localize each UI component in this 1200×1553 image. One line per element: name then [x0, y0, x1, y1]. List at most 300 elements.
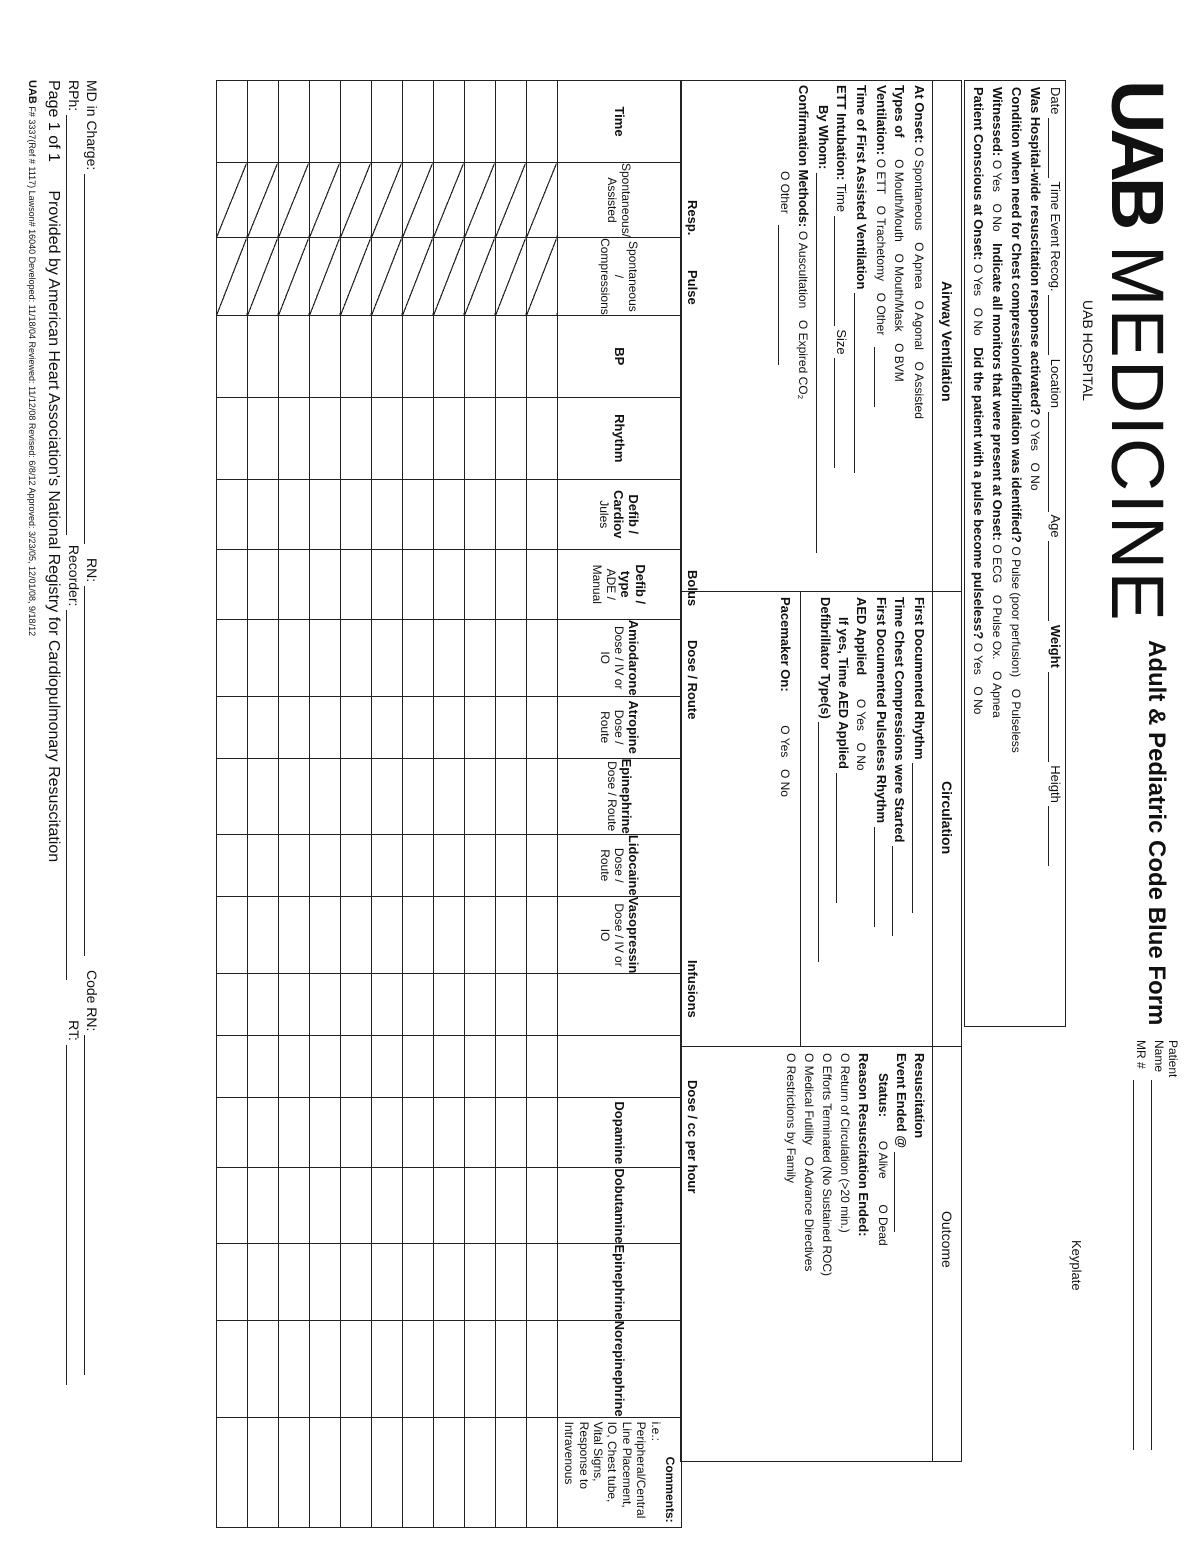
- resus-no-radio[interactable]: O No: [1028, 463, 1042, 491]
- flow-sheet-cell[interactable]: [495, 315, 526, 397]
- conf-expired-co2-radio[interactable]: O Expired CO₂: [796, 320, 810, 399]
- flow-sheet-cell[interactable]: [278, 896, 309, 974]
- vent-mouth-mask-radio[interactable]: O Mouth/Mask: [892, 253, 906, 331]
- conf-other-radio[interactable]: O Other: [778, 171, 792, 214]
- flow-sheet-cell[interactable]: [216, 549, 247, 619]
- flow-sheet-cell[interactable]: [495, 163, 526, 238]
- flow-sheet-cell[interactable]: [247, 1168, 278, 1244]
- weight-field[interactable]: [1048, 672, 1063, 762]
- reason-futility-radio[interactable]: O Medical Futility: [802, 1053, 816, 1145]
- column-header: [557, 163, 681, 238]
- airway-title: Airway Ventilation: [939, 281, 955, 402]
- flow-sheet-cell[interactable]: [216, 1168, 247, 1244]
- flow-sheet-cell[interactable]: [402, 896, 433, 974]
- flow-sheet-cell[interactable]: [464, 81, 495, 163]
- flow-sheet-cell[interactable]: [340, 1417, 371, 1527]
- flow-sheet-cell[interactable]: [464, 974, 495, 1036]
- flow-sheet-cell[interactable]: [371, 1320, 402, 1417]
- flow-sheet-cell[interactable]: [433, 696, 464, 758]
- first-pulseless-label: First Documented Pulseless Rhythm: [874, 597, 889, 824]
- flow-sheet-cell[interactable]: [216, 1320, 247, 1417]
- flow-sheet-cell[interactable]: [495, 1098, 526, 1168]
- conscious-label: Patient Conscious at Onset:: [971, 87, 986, 261]
- flow-sheet-cell[interactable]: [216, 619, 247, 696]
- flow-sheet-cell[interactable]: [526, 549, 557, 619]
- flow-sheet-cell[interactable]: [402, 1244, 433, 1320]
- flow-sheet-cell[interactable]: [216, 758, 247, 834]
- vent-mouth-mouth-radio[interactable]: O Mouth/Mouth: [892, 159, 906, 242]
- resus-yes-radio[interactable]: O Yes: [1028, 419, 1042, 451]
- flow-sheet-cell[interactable]: [371, 549, 402, 619]
- flow-sheet-cell[interactable]: [495, 479, 526, 549]
- comments-title: Comments:: [663, 1456, 677, 1523]
- reason-family-radio[interactable]: O Restrictions by Family: [784, 1053, 798, 1183]
- witnessed-yes-radio[interactable]: O Yes: [990, 160, 1004, 192]
- flow-sheet-cell[interactable]: [340, 81, 371, 163]
- flow-sheet-cell[interactable]: [464, 315, 495, 397]
- flow-sheet-cell[interactable]: [402, 834, 433, 896]
- flow-sheet-cell[interactable]: [309, 619, 340, 696]
- flow-sheet-cell[interactable]: [495, 834, 526, 896]
- flow-sheet-cell[interactable]: [278, 834, 309, 896]
- flow-sheet-cell[interactable]: [464, 1036, 495, 1098]
- flow-sheet-cell[interactable]: [402, 1098, 433, 1168]
- date-field[interactable]: [1048, 118, 1063, 178]
- location-field[interactable]: [1048, 412, 1063, 512]
- flow-sheet-cell[interactable]: [278, 315, 309, 397]
- aed-time-field[interactable]: [836, 773, 851, 903]
- flow-sheet-cell[interactable]: [247, 479, 278, 549]
- flow-sheet-cell[interactable]: [371, 163, 402, 238]
- flow-sheet-cell[interactable]: [371, 1098, 402, 1168]
- code-rn-label: Code RN:: [84, 969, 100, 1032]
- flow-sheet-cell[interactable]: [278, 1036, 309, 1098]
- flow-sheet-cell[interactable]: [309, 315, 340, 397]
- aed-yes-radio[interactable]: O Yes: [854, 699, 868, 731]
- md-field[interactable]: [84, 174, 99, 544]
- flow-sheet-cell[interactable]: [247, 758, 278, 834]
- flow-sheet-cell[interactable]: [371, 479, 402, 549]
- flow-sheet-cell[interactable]: [247, 1036, 278, 1098]
- aed-applied-label: AED Applied: [854, 597, 869, 676]
- flow-sheet-cell[interactable]: [433, 896, 464, 974]
- flow-sheet-cell[interactable]: [340, 619, 371, 696]
- flow-sheet-cell[interactable]: [433, 619, 464, 696]
- flow-sheet-cell[interactable]: [526, 696, 557, 758]
- confirmation-line: [796, 85, 811, 407]
- flow-sheet-cell[interactable]: [526, 834, 557, 896]
- flow-sheet-cell[interactable]: [495, 619, 526, 696]
- flow-sheet-cell[interactable]: [309, 397, 340, 479]
- ett-time-field[interactable]: [834, 216, 849, 326]
- flow-sheet-cell[interactable]: [464, 696, 495, 758]
- flow-sheet-cell[interactable]: [495, 1036, 526, 1098]
- flow-sheet-cell[interactable]: [495, 1417, 526, 1527]
- flow-sheet-cell[interactable]: [464, 1168, 495, 1244]
- flow-sheet-cell[interactable]: [402, 549, 433, 619]
- flow-sheet-cell[interactable]: [340, 1036, 371, 1098]
- conscious-yes-radio[interactable]: O Yes: [971, 264, 985, 296]
- flow-sheet-cell[interactable]: [495, 238, 526, 316]
- flow-sheet-cell[interactable]: [433, 1320, 464, 1417]
- flow-sheet-cell[interactable]: [309, 549, 340, 619]
- flow-sheet-cell[interactable]: [278, 619, 309, 696]
- flow-sheet-cell[interactable]: [526, 758, 557, 834]
- vent-trachetomy-radio[interactable]: O Trachetomy: [874, 206, 888, 281]
- flow-sheet-cell[interactable]: [526, 1168, 557, 1244]
- flow-sheet-cell[interactable]: [340, 758, 371, 834]
- page-total: 1: [45, 152, 62, 162]
- flow-sheet-cell[interactable]: [402, 1036, 433, 1098]
- pulseless-no-radio[interactable]: O No: [971, 686, 985, 714]
- flow-sheet-cell[interactable]: [309, 1098, 340, 1168]
- event-ended-field[interactable]: [894, 1152, 909, 1232]
- flow-sheet-cell[interactable]: [526, 163, 557, 238]
- flow-sheet-cell[interactable]: [247, 549, 278, 619]
- code-rn-field[interactable]: [84, 1035, 99, 1375]
- ventilation-line: [874, 85, 889, 407]
- flow-sheet-cell[interactable]: [278, 1244, 309, 1320]
- age-field[interactable]: [1048, 541, 1063, 621]
- flow-sheet-cell[interactable]: [433, 974, 464, 1036]
- flow-sheet-cell[interactable]: [526, 974, 557, 1036]
- flow-sheet-cell[interactable]: [526, 81, 557, 163]
- flow-sheet-cell[interactable]: [464, 238, 495, 316]
- flow-sheet-cell[interactable]: [433, 758, 464, 834]
- flow-sheet-cell[interactable]: [340, 1320, 371, 1417]
- flow-sheet-cell[interactable]: [464, 758, 495, 834]
- flow-sheet-cell[interactable]: [371, 397, 402, 479]
- flow-sheet-cell[interactable]: [433, 549, 464, 619]
- flow-sheet-cell[interactable]: [464, 163, 495, 238]
- first-rhythm-label: First Documented Rhythm: [912, 597, 927, 760]
- flow-sheet-cell[interactable]: [216, 834, 247, 896]
- flow-sheet-cell[interactable]: [495, 81, 526, 163]
- flow-sheet-cell[interactable]: [371, 896, 402, 974]
- ett-size-field[interactable]: [834, 358, 849, 468]
- onset-spontaneous-radio[interactable]: O Spontaneous: [912, 147, 926, 230]
- pacemaker-no-radio[interactable]: O No: [778, 769, 792, 797]
- flow-sheet-cell[interactable]: [340, 397, 371, 479]
- flow-sheet-cell[interactable]: [340, 896, 371, 974]
- flow-sheet-cell[interactable]: [309, 1244, 340, 1320]
- rt-field[interactable]: [66, 1045, 81, 1385]
- time-event-field[interactable]: [1048, 295, 1063, 355]
- rn-field[interactable]: [84, 586, 99, 956]
- flow-sheet-cell[interactable]: [495, 696, 526, 758]
- flow-sheet-cell[interactable]: [402, 1168, 433, 1244]
- flow-sheet-cell[interactable]: [309, 163, 340, 238]
- reason-return-radio[interactable]: O Return of Circulation (>20 min.): [838, 1053, 852, 1233]
- monitor-apnea-radio[interactable]: O Apnea: [990, 671, 1004, 718]
- flow-sheet-cell[interactable]: [433, 1036, 464, 1098]
- flow-sheet-cell[interactable]: [216, 1244, 247, 1320]
- flow-sheet-cell[interactable]: [340, 974, 371, 1036]
- flow-sheet-cell[interactable]: [247, 834, 278, 896]
- aed-no-radio[interactable]: O No: [854, 743, 868, 771]
- monitor-ecg-radio[interactable]: O ECG: [990, 544, 1004, 583]
- flow-sheet-cell[interactable]: [526, 1417, 557, 1527]
- page-number: 1: [45, 121, 62, 131]
- ventilation-label: Ventilation:: [874, 85, 889, 156]
- flow-sheet-cell[interactable]: [402, 397, 433, 479]
- flow-sheet-cell[interactable]: [433, 1417, 464, 1527]
- flow-sheet-cell[interactable]: [464, 479, 495, 549]
- flow-sheet-cell[interactable]: [216, 315, 247, 397]
- flow-sheet-cell[interactable]: [464, 1098, 495, 1168]
- flow-sheet-cell[interactable]: [216, 238, 247, 316]
- flow-sheet-cell[interactable]: [371, 619, 402, 696]
- flow-sheet-cell[interactable]: [309, 81, 340, 163]
- flow-sheet-cell[interactable]: [340, 1098, 371, 1168]
- pulseless-yes-radio[interactable]: O Yes: [971, 643, 985, 675]
- flow-sheet-cell[interactable]: [216, 896, 247, 974]
- flow-sheet-cell[interactable]: [402, 81, 433, 163]
- flow-sheet-cell[interactable]: [216, 397, 247, 479]
- flow-sheet-cell[interactable]: [433, 479, 464, 549]
- flow-sheet-cell[interactable]: [495, 397, 526, 479]
- flow-sheet-cell[interactable]: [216, 1036, 247, 1098]
- flow-sheet-cell[interactable]: [278, 479, 309, 549]
- flow-sheet-cell[interactable]: [433, 1098, 464, 1168]
- location-label: Location: [1048, 358, 1063, 408]
- mr-field[interactable]: [1133, 1080, 1134, 1450]
- vent-bvm-radio[interactable]: O BVM: [892, 343, 906, 382]
- flow-sheet-cell[interactable]: [402, 619, 433, 696]
- flow-sheet-cell[interactable]: [526, 479, 557, 549]
- flow-sheet-cell[interactable]: [402, 163, 433, 238]
- flow-sheet-cell[interactable]: [371, 1417, 402, 1527]
- flow-sheet-cell[interactable]: [309, 1168, 340, 1244]
- flow-sheet-cell[interactable]: [464, 549, 495, 619]
- flow-sheet-cell[interactable]: [526, 619, 557, 696]
- flow-sheet-cell[interactable]: [526, 238, 557, 316]
- flow-sheet-cell[interactable]: [402, 238, 433, 316]
- onset-apnea-radio[interactable]: O Apnea: [912, 242, 926, 289]
- flow-sheet-cell[interactable]: [495, 758, 526, 834]
- flow-sheet-cell[interactable]: [402, 974, 433, 1036]
- uab-medicine-logo: [1096, 80, 1179, 623]
- divider: [681, 591, 961, 592]
- first-rhythm-field[interactable]: [912, 763, 927, 913]
- flow-sheet-cell[interactable]: [278, 1098, 309, 1168]
- flow-sheet-cell[interactable]: [495, 896, 526, 974]
- flow-sheet-cell[interactable]: [247, 315, 278, 397]
- column-header: [557, 315, 681, 397]
- monitor-pulseox-radio[interactable]: O Pulse Ox.: [990, 595, 1004, 660]
- flow-sheet-cell[interactable]: [433, 163, 464, 238]
- flow-sheet-cell[interactable]: [247, 974, 278, 1036]
- recorder-label: Recorder:: [66, 544, 82, 607]
- flow-sheet-cell[interactable]: [371, 1244, 402, 1320]
- flow-sheet-cell[interactable]: [526, 315, 557, 397]
- flow-sheet-cell[interactable]: [309, 896, 340, 974]
- flow-sheet-cell[interactable]: [371, 974, 402, 1036]
- flow-sheet-cell[interactable]: [340, 1168, 371, 1244]
- flow-sheet-cell[interactable]: [278, 758, 309, 834]
- aed-applied-line: [854, 597, 869, 779]
- flow-sheet-cell[interactable]: [247, 619, 278, 696]
- by-whom-field[interactable]: [816, 173, 831, 553]
- flow-sheet-cell[interactable]: [309, 696, 340, 758]
- flow-sheet-cell[interactable]: [433, 1168, 464, 1244]
- flow-sheet-cell[interactable]: [278, 1320, 309, 1417]
- flow-sheet-cell[interactable]: [340, 696, 371, 758]
- flow-sheet-cell[interactable]: [340, 163, 371, 238]
- flow-sheet-cell[interactable]: [433, 81, 464, 163]
- flow-sheet-cell[interactable]: [371, 238, 402, 316]
- flow-sheet-cell[interactable]: [278, 397, 309, 479]
- onset-assisted-radio[interactable]: O Assisted: [912, 362, 926, 419]
- flow-sheet-header-row: [557, 81, 681, 1528]
- status-alive-radio[interactable]: O Alive: [876, 1141, 890, 1179]
- flow-sheet-cell[interactable]: [216, 81, 247, 163]
- flow-sheet-cell[interactable]: [371, 1036, 402, 1098]
- flow-sheet-cell[interactable]: [402, 479, 433, 549]
- confirmation-other-line: [778, 171, 793, 365]
- flow-sheet-grid: [216, 80, 700, 1528]
- flow-sheet-cell[interactable]: [216, 974, 247, 1036]
- flow-sheet-cell[interactable]: [278, 974, 309, 1036]
- flow-sheet-cell[interactable]: [371, 81, 402, 163]
- flow-sheet-row: [371, 81, 402, 1528]
- flow-sheet-cell[interactable]: [371, 834, 402, 896]
- flow-sheet-cell[interactable]: [216, 1417, 247, 1527]
- flow-sheet-cell[interactable]: [371, 758, 402, 834]
- recorder-field[interactable]: [66, 610, 81, 980]
- flow-sheet-cell[interactable]: [247, 1320, 278, 1417]
- flow-sheet-cell[interactable]: [340, 479, 371, 549]
- vent-ett-radio[interactable]: O ETT: [874, 159, 888, 194]
- flow-sheet-cell[interactable]: [247, 1098, 278, 1168]
- chest-time-field[interactable]: [892, 846, 907, 936]
- flow-sheet-cell[interactable]: [340, 315, 371, 397]
- flow-sheet-cell[interactable]: [340, 834, 371, 896]
- vent-other-field[interactable]: [874, 347, 889, 407]
- flow-sheet-cell[interactable]: [464, 896, 495, 974]
- flow-sheet-cell[interactable]: [464, 397, 495, 479]
- flow-sheet-cell[interactable]: [433, 834, 464, 896]
- flow-sheet-cell[interactable]: [371, 696, 402, 758]
- flow-sheet-cell[interactable]: [526, 397, 557, 479]
- flow-sheet-cell[interactable]: [464, 1320, 495, 1417]
- flow-sheet-cell[interactable]: [526, 1244, 557, 1320]
- flow-sheet-cell[interactable]: [464, 619, 495, 696]
- reason-directives-radio[interactable]: O Advance Directives: [802, 1157, 816, 1272]
- condition-pulse-radio[interactable]: O Pulse (poor perfusion): [1009, 546, 1023, 677]
- conf-other-field[interactable]: [778, 225, 793, 365]
- flow-sheet-cell[interactable]: [278, 549, 309, 619]
- flow-sheet-cell[interactable]: [278, 163, 309, 238]
- flow-sheet-cell[interactable]: [402, 758, 433, 834]
- witnessed-label: Witnessed:: [990, 87, 1005, 157]
- flow-sheet-cell[interactable]: [309, 479, 340, 549]
- flow-sheet-cell[interactable]: [278, 1168, 309, 1244]
- flow-sheet-cell[interactable]: [309, 974, 340, 1036]
- flow-sheet-cell[interactable]: [216, 1098, 247, 1168]
- flow-sheet-cell[interactable]: [340, 549, 371, 619]
- onset-agonal-radio[interactable]: O Agonal: [912, 301, 926, 350]
- witnessed-no-radio[interactable]: O No: [990, 204, 1004, 232]
- pacemaker-yes-radio[interactable]: O Yes: [778, 725, 792, 757]
- flow-sheet-cell[interactable]: [247, 163, 278, 238]
- conf-auscultation-radio[interactable]: O Auscultation: [796, 231, 810, 308]
- flow-sheet-cell[interactable]: [309, 1417, 340, 1527]
- flow-sheet-cell[interactable]: [402, 1417, 433, 1527]
- flow-sheet-cell[interactable]: [247, 896, 278, 974]
- conscious-no-radio[interactable]: O No: [971, 308, 985, 336]
- first-pulseless-field[interactable]: [874, 827, 889, 927]
- flow-sheet-cell[interactable]: [495, 1320, 526, 1417]
- name-field[interactable]: [1151, 1080, 1152, 1450]
- flow-sheet-cell[interactable]: [495, 549, 526, 619]
- flow-sheet-cell[interactable]: [526, 1036, 557, 1098]
- flow-sheet-cell[interactable]: [216, 696, 247, 758]
- flow-sheet-cell[interactable]: [433, 315, 464, 397]
- vent-other-radio[interactable]: O Other: [874, 293, 888, 336]
- chest-time-label: Time Chest Compressions were Started: [892, 597, 907, 843]
- flow-sheet-cell[interactable]: [495, 1168, 526, 1244]
- flow-sheet-cell[interactable]: [433, 1244, 464, 1320]
- flow-sheet-cell[interactable]: [247, 1244, 278, 1320]
- flow-sheet-cell[interactable]: [309, 238, 340, 316]
- flow-sheet-cell[interactable]: [278, 238, 309, 316]
- flow-sheet-cell[interactable]: [464, 834, 495, 896]
- flow-sheet-cell[interactable]: [402, 315, 433, 397]
- flow-sheet-cell[interactable]: [309, 1036, 340, 1098]
- ett-intubation-label: ETT Intubation:: [834, 85, 849, 181]
- reason-terminated-radio[interactable]: O Efforts Terminated (No Sustained ROC): [820, 1053, 834, 1276]
- flow-sheet-cell[interactable]: [278, 1417, 309, 1527]
- flow-sheet-cell[interactable]: [495, 974, 526, 1036]
- flow-sheet-cell[interactable]: [495, 1244, 526, 1320]
- flow-sheet-cell[interactable]: [402, 696, 433, 758]
- flow-sheet-cell[interactable]: [216, 479, 247, 549]
- flow-sheet-cell[interactable]: [526, 1098, 557, 1168]
- flow-sheet-cell[interactable]: [402, 1320, 433, 1417]
- first-assisted-field[interactable]: [854, 293, 869, 473]
- flow-sheet-cell[interactable]: [464, 1244, 495, 1320]
- flow-sheet-cell[interactable]: [247, 1417, 278, 1527]
- flow-sheet-cell[interactable]: [371, 315, 402, 397]
- flow-sheet-cell[interactable]: [247, 397, 278, 479]
- flow-sheet-cell[interactable]: [464, 1417, 495, 1527]
- flow-sheet-cell[interactable]: [309, 1320, 340, 1417]
- flow-sheet-cell[interactable]: [309, 834, 340, 896]
- flow-sheet-cell[interactable]: [309, 758, 340, 834]
- flow-sheet-cell[interactable]: [247, 81, 278, 163]
- defib-type-field[interactable]: [818, 722, 833, 962]
- flow-sheet-cell[interactable]: [526, 1320, 557, 1417]
- flow-sheet-cell[interactable]: [216, 163, 247, 238]
- flow-sheet-cell[interactable]: [340, 1244, 371, 1320]
- flow-sheet-cell[interactable]: [433, 397, 464, 479]
- flow-sheet-cell[interactable]: [278, 81, 309, 163]
- flow-sheet-cell[interactable]: [247, 696, 278, 758]
- column-name: Defib / Cardiov: [611, 490, 642, 539]
- height-field[interactable]: [1048, 806, 1063, 866]
- flow-sheet-cell[interactable]: [371, 1168, 402, 1244]
- flow-sheet-cell[interactable]: [247, 238, 278, 316]
- flow-sheet-row: [309, 81, 340, 1528]
- condition-pulseless-radio[interactable]: O Pulseless: [1009, 689, 1023, 753]
- rph-field[interactable]: [66, 115, 81, 535]
- flow-sheet-cell[interactable]: [433, 238, 464, 316]
- flow-sheet-cell[interactable]: [278, 696, 309, 758]
- flow-sheet-cell[interactable]: [340, 238, 371, 316]
- status-dead-radio[interactable]: O Dead: [876, 1204, 890, 1245]
- flow-sheet-cell[interactable]: [526, 896, 557, 974]
